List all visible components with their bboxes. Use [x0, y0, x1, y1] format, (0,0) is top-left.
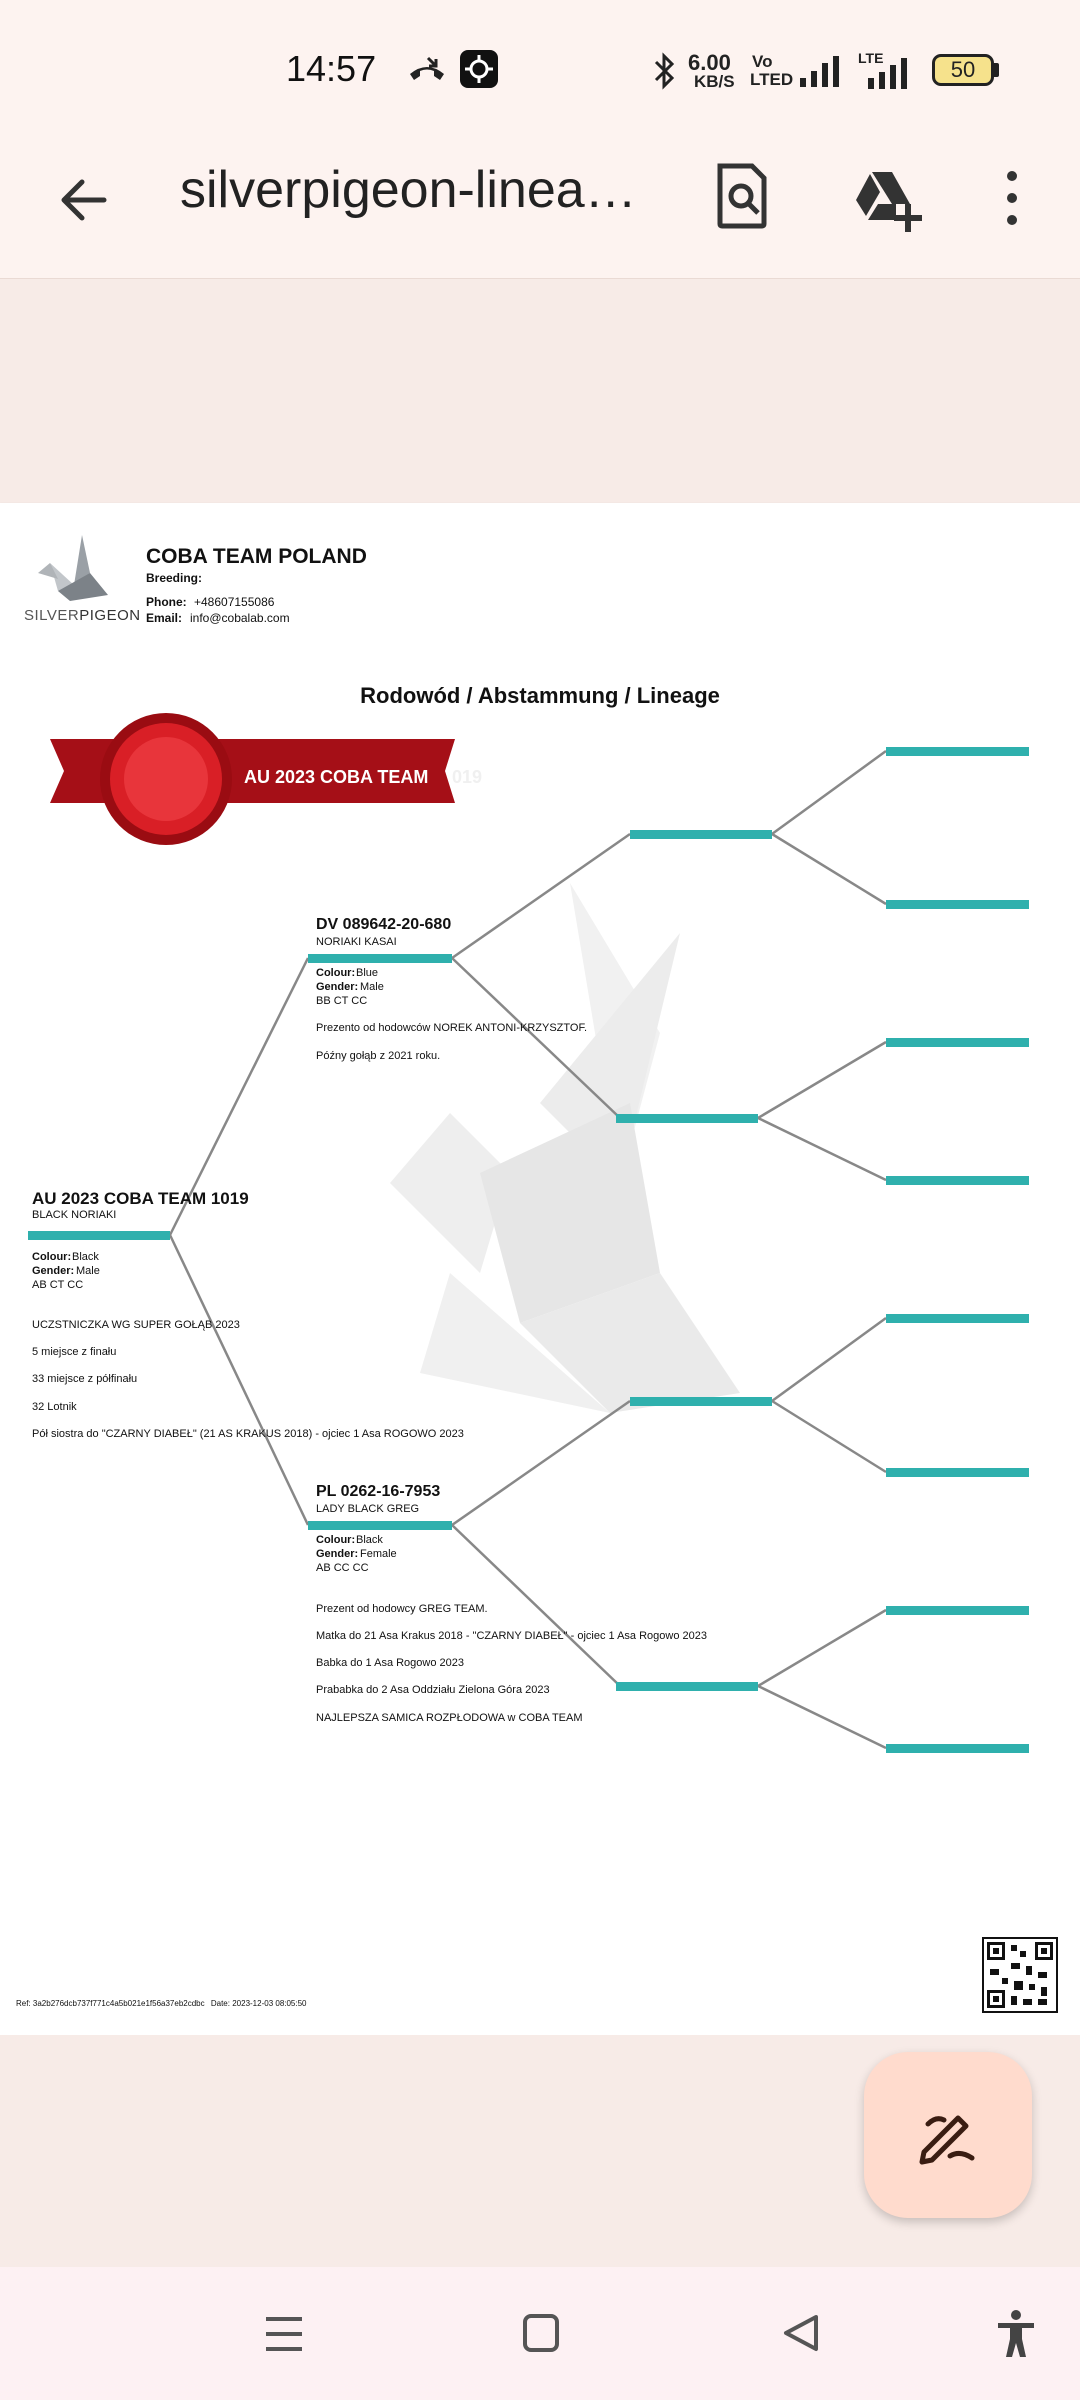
status-time: 14:57: [286, 48, 377, 89]
net-speed-value: 6.00: [688, 50, 731, 75]
lte-label: LTE: [858, 50, 884, 66]
logo-text-silver: SILVER: [24, 607, 80, 624]
subject-note: 32 Lotnik: [32, 1401, 77, 1413]
dam-note: Matka do 21 Asa Krakus 2018 - "CZARNY DIABEŁ" - ojciec 1 Asa Rogowo 2023: [316, 1630, 707, 1642]
breeding-label: Breeding:: [146, 571, 203, 585]
volte-label: Vo: [752, 52, 773, 71]
sire-note: Późny gołąb z 2021 roku.: [316, 1050, 441, 1062]
dam-colour-value: Black: [356, 1534, 383, 1546]
document-title: silverpigeon-linea…: [180, 161, 637, 219]
sire-genes: BB CT CC: [316, 995, 368, 1007]
dam-ring: PL 0262-16-7953: [316, 1483, 441, 1500]
dam-note: Prezent od hodowcy GREG TEAM.: [316, 1603, 488, 1615]
signal-lte-icon: [858, 56, 920, 90]
email-value: info@cobalab.com: [190, 611, 290, 625]
footer-date-label: Date:: [210, 1999, 230, 2008]
badge-text: AU 2023 COBA TEAM: [244, 767, 429, 787]
back-triangle-icon[interactable]: [782, 2313, 820, 2353]
subject-colour-value: Black: [72, 1251, 99, 1263]
qr-code: [982, 1937, 1058, 2013]
accessibility-icon[interactable]: [996, 2309, 1036, 2359]
subject-ring: AU 2023 COBA TEAM 1019: [32, 1189, 249, 1208]
dam-note: Prababka do 2 Asa Oddziału Zielona Góra 2023: [316, 1684, 550, 1696]
app-notification-icon: [460, 50, 498, 88]
recents-menu-icon[interactable]: [264, 2315, 304, 2353]
dam-gender-value: Female: [360, 1548, 397, 1560]
subject-genes: AB CT CC: [32, 1279, 84, 1291]
footer-ref-value: 3a2b276dcb737f771c4a5b021e1f56a37eb2cdbc: [32, 1999, 205, 2008]
navigation-bar: [0, 2267, 1080, 2400]
subject-gender-value: Male: [76, 1265, 100, 1277]
dam-colour-label: Colour:: [316, 1534, 356, 1546]
net-speed-unit: KB/S: [694, 72, 735, 91]
sire-gender-label: Gender:: [316, 981, 359, 993]
edit-fab-button[interactable]: [864, 2052, 1032, 2218]
document-search-icon[interactable]: [714, 162, 770, 230]
sire-name: NORIAKI KASAI: [316, 936, 397, 948]
footer-ref-label: Ref:: [16, 1999, 31, 2008]
email-label: Email:: [146, 611, 183, 625]
phone-label: Phone:: [146, 595, 187, 609]
subject-note: Pół siostra do "CZARNY DIABEŁ" (21 AS KRAKUS 2018) - ojciec 1 Asa ROGOWO 2023: [32, 1428, 464, 1440]
more-vert-icon[interactable]: [1000, 168, 1024, 228]
arrow-left-icon[interactable]: [54, 170, 114, 230]
home-square-icon[interactable]: [522, 2313, 560, 2353]
drive-add-icon[interactable]: [852, 168, 924, 232]
dam-name: LADY BLACK GREG: [316, 1503, 420, 1515]
subject-note: 33 miejsce z półfinału: [32, 1373, 138, 1385]
dam-note: Babka do 1 Asa Rogowo 2023: [316, 1657, 465, 1669]
battery-icon: [932, 54, 994, 86]
battery-level: 50: [950, 57, 976, 82]
subject-note: UCZSTNICZKA WG SUPER GOŁĄB 2023: [32, 1319, 240, 1331]
edit-pen-icon: [914, 2102, 982, 2168]
sire-ring: DV 089642-20-680: [316, 916, 452, 933]
volte-label-2: LTED: [750, 70, 794, 89]
sire-colour-value: Blue: [356, 967, 379, 979]
org-name: COBA TEAM POLAND: [146, 545, 367, 568]
footer-date-value: 2023-12-03 08:05:50: [232, 1999, 307, 2008]
footer-ref: [16, 1999, 307, 2008]
pdf-page: [0, 503, 1080, 2035]
dam-gender-label: Gender:: [316, 1548, 359, 1560]
sire-colour-label: Colour:: [316, 967, 356, 979]
sire-note: Prezento od hodowców NOREK ANTONI-KRZYSZTOF.: [316, 1022, 588, 1034]
phone-value: +48607155086: [194, 595, 275, 609]
lineage-heading: Rodowód / Abstammung / Lineage: [360, 683, 720, 708]
dam-note: NAJLEPSZA SAMICA ROZPŁODOWA w COBA TEAM: [316, 1712, 583, 1724]
dam-genes: AB CC CC: [316, 1562, 369, 1574]
app-bar: [0, 140, 1080, 279]
subject-name: BLACK NORIAKI: [32, 1209, 117, 1221]
subject-gender-label: Gender:: [32, 1265, 75, 1277]
qr-code-icon: [984, 1939, 1056, 2011]
subject-colour-label: Colour:: [32, 1251, 72, 1263]
badge-suffix: 019: [452, 767, 483, 787]
missed-call-icon: [406, 54, 448, 84]
battery-tip: [994, 63, 999, 77]
signal-icon: [798, 54, 844, 88]
sire-gender-value: Male: [360, 981, 384, 993]
logo-text-pigeon: PIGEON: [79, 607, 141, 624]
viewer-background: [0, 279, 1080, 503]
pedigree-connectors: [0, 503, 1080, 2035]
bluetooth-icon: [652, 52, 676, 90]
status-bar: [0, 0, 1080, 140]
subject-note: 5 miejsce z finału: [32, 1346, 117, 1358]
